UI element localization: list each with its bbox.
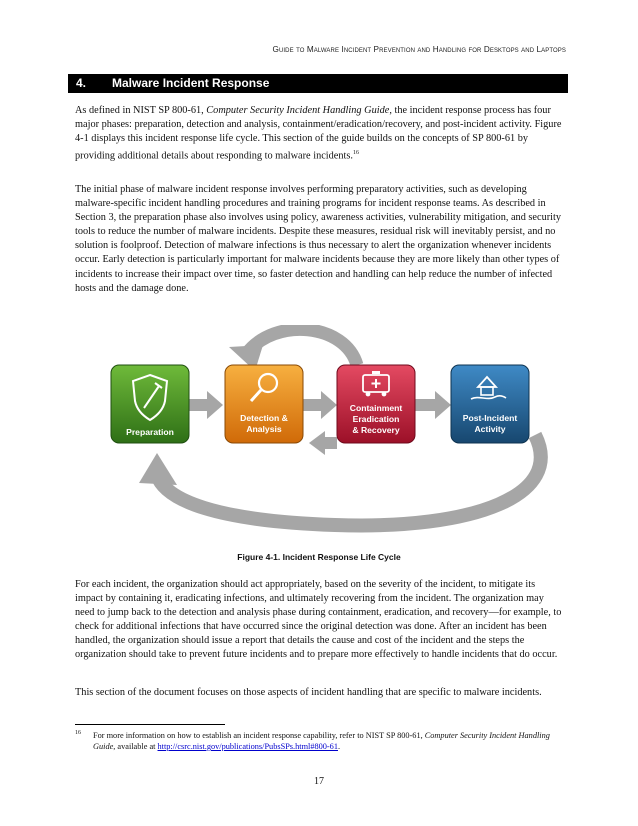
phase-detection-analysis	[225, 365, 303, 443]
incident-response-figure	[95, 325, 555, 535]
phase-label-detection-1: Detection &	[240, 413, 288, 423]
arrow-detect-to-contain-shaft	[301, 399, 323, 411]
figure-caption: Figure 4-1. Incident Response Life Cycle	[237, 552, 401, 562]
section-number: 4.	[76, 76, 87, 90]
arrow-contain-to-post-shaft	[415, 399, 437, 411]
phase-containment	[337, 365, 415, 443]
phase-label-post-1: Post-Incident	[462, 413, 518, 423]
phase-post-incident	[451, 365, 529, 443]
phase-label-post-2: Activity	[474, 424, 506, 434]
loop-arrow-bottom	[157, 435, 541, 525]
arrow-prep-to-detect-head	[207, 391, 223, 419]
paragraph-intro	[75, 104, 565, 164]
arrow-detect-to-contain-head	[321, 391, 337, 419]
footnote-link[interactable]: http://csrc.nist.gov/publications/PubsSPs.html#800-61	[157, 742, 338, 751]
phase-label-containment-2: Eradication	[352, 414, 400, 424]
footnote-mark: 16	[75, 730, 81, 736]
phase-label-detection-2: Analysis	[246, 424, 282, 434]
paragraph-handling: For each incident, the organization should act appropriately, based on the severity of the incident, to mitigate its impact by containing it, eradicating infections, and ultimately recovering from the incident. The organization may need to jump back to the detection and analysis phase during containment, eradication, and recovery—for example, to check for additional infections that have occurred since the original detection was done. After an incident has been handled, the organization should issue a report that details the cause and cost of the incident and the steps the organization should take to prevent future incidents and to prepare more effectively to handle incidents that do occur.	[75, 579, 562, 661]
page-number: 17	[314, 776, 324, 787]
footnote-rule	[75, 724, 225, 725]
section-heading	[68, 74, 568, 93]
phase-label-containment-3: & Recovery	[352, 425, 400, 435]
arrow-contain-to-detect-head	[309, 431, 325, 455]
paragraph-preparation: The initial phase of malware incident response involves performing preparatory activities, such as developing malware-specific incident handling procedures and training programs for incident response teams. As described in Section 3, the preparation phase also involves using policy, awareness activities, vulnerability mitigation, and security tools to reduce the number of malware incidents. Despite these measures, residual risk will inevitably persist, and no solution is foolproof. Detection of malware infections is thus necessary to alert the organization whenever incidents occur. Early detection is particularly important for malware incidents because they are more likely than other types of incidents to increase their impact over time, so faster detection and handling can help reduce the number of infected hosts and the damage done.	[75, 184, 562, 294]
footnote-after: .	[337, 742, 341, 751]
loop-arrow-top	[247, 329, 357, 365]
section-title: Malware Incident Response	[112, 76, 270, 90]
footnote-before: For more information on how to establish an incident response capability, refer to NIST SP 800-61,	[93, 731, 425, 740]
arrow-prep-to-detect-shaft	[187, 399, 209, 411]
arrow-contain-to-detect-shaft	[323, 437, 337, 449]
running-header-title: Guide to Malware Incident Prevention and Handling for Desktops and Laptops	[272, 45, 566, 54]
footnote-middle: , available at	[113, 742, 158, 751]
phase-label-containment-1: Containment	[349, 403, 403, 413]
arrow-contain-to-post-head	[435, 391, 451, 419]
footnote-guide-title: Computer Security Incident Handling Guide	[93, 731, 550, 751]
footnote	[75, 730, 565, 752]
life-cycle-diagram	[95, 325, 555, 535]
p1-before: As defined in NIST SP 800-61,	[75, 105, 207, 116]
footnote-text	[93, 730, 565, 752]
loop-arrow-bottom-head	[139, 453, 177, 485]
p1-after: , the incident response process has four major phases: preparation, detection and analysis, containment/eradication/recovery, and post-incident activity. Figure 4-1 displays this incident response life cycle. This section of the guide builds on the concepts of SP 800-61 by providing additional details about responding to malware incidents.	[75, 105, 562, 162]
phase-label-preparation-1: Preparation	[126, 427, 174, 437]
paragraph-scope: This section of the document focuses on those aspects of incident handling that are specific to malware incidents.	[75, 687, 542, 698]
p1-guide-title: Computer Security Incident Handling Guide	[206, 105, 390, 116]
phase-preparation	[111, 365, 189, 443]
footnote-ref[interactable]: 16	[352, 150, 359, 157]
running-header	[0, 45, 566, 54]
